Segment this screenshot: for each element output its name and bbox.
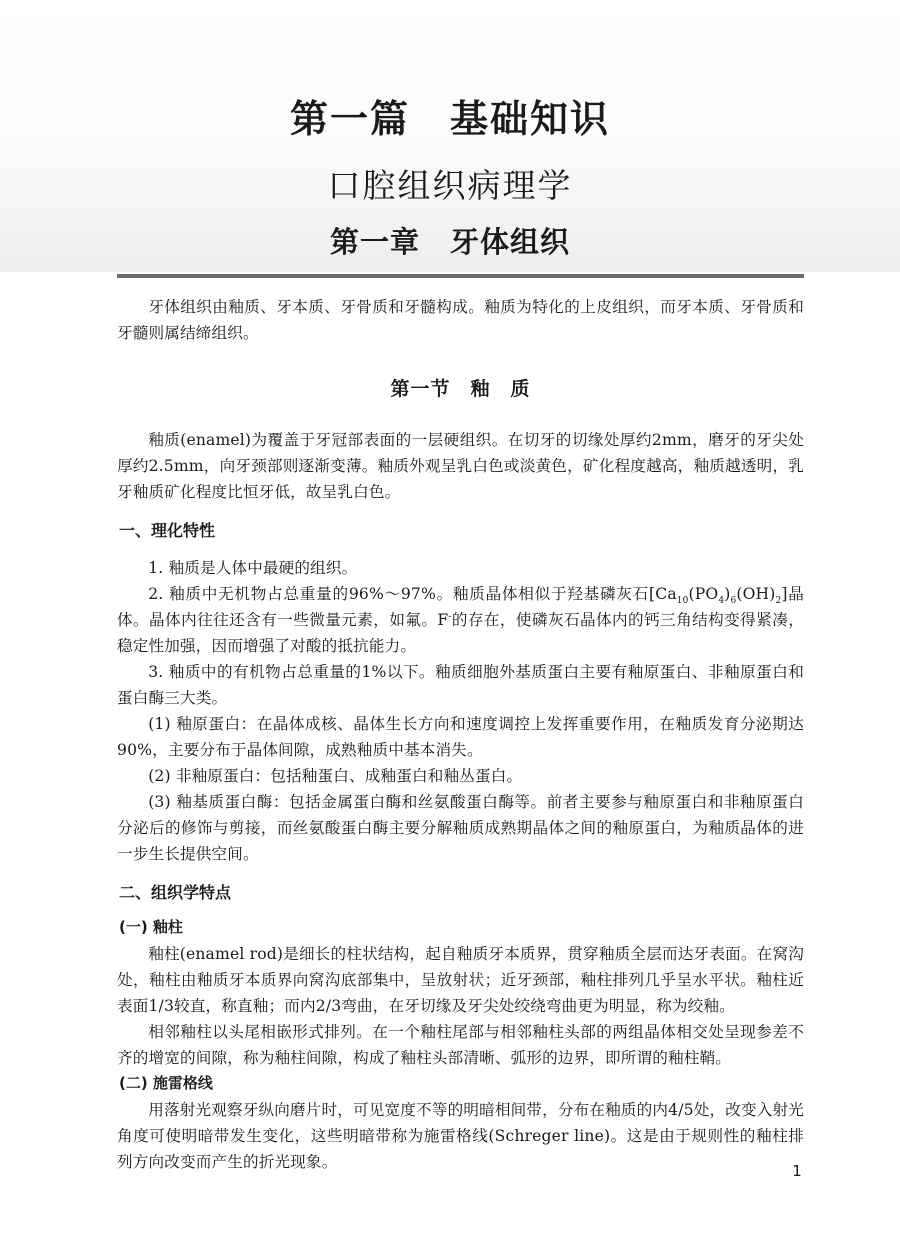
text-run: (OH) xyxy=(736,585,776,603)
paragraph-item-1: 1. 釉质是人体中最硬的组织。 xyxy=(148,559,358,577)
paragraph-item-3-3: (3) 釉基质蛋白酶：包括金属蛋白酶和丝氨酸蛋白酶等。前者主要参与釉原蛋白和非釉原蛋白分泌后的修饰与剪接，而丝氨酸蛋白酶主要分解釉质成熟期晶体之间的釉原蛋白，为釉质晶体的进一步生长提供空间。 xyxy=(117,793,804,863)
enamel-intro-paragraph: 釉质(enamel)为覆盖于牙冠部表面的一层硬组织。在切牙的切缘处厚约2mm，磨牙的牙尖处厚约2.5mm，向牙颈部则逐渐变薄。釉质外观呈乳白色或淡黄色，矿化程度越高，釉质越透明，乳牙釉质矿化程度比恒牙低，故呈乳白色。 xyxy=(117,431,804,501)
superscript: - xyxy=(448,611,452,622)
text-run: (PO xyxy=(688,585,719,603)
text-run: ) xyxy=(724,585,731,603)
header-divider xyxy=(117,274,804,278)
text-run: ]晶体。晶体内往往还含有一些微量元素，如氟。F xyxy=(117,585,804,629)
paragraph-item-3: 3. 釉质中的有机物占总重量的1%以下。釉质细胞外基质蛋白主要有釉原蛋白、非釉原蛋白和蛋白酶三大类。 xyxy=(117,663,804,707)
chapter-title: 第一章 牙体组织 xyxy=(329,225,570,259)
book-title: 口腔组织病理学 xyxy=(327,166,573,205)
page-number: 1 xyxy=(792,1162,802,1180)
intro-paragraph: 牙体组织由釉质、牙本质、牙骨质和牙髓构成。釉质为特化的上皮组织，而牙本质、牙骨质和牙髓则属结缔组织。 xyxy=(117,298,804,342)
heading-physicochemical: 一、理化特性 xyxy=(119,521,216,540)
subscript: 2 xyxy=(775,596,782,607)
part-title: 第一篇 基础知识 xyxy=(289,97,610,141)
enamel-rod-paragraph-1: 釉柱(enamel rod)是细长的柱状结构，起自釉质牙本质界，贯穿釉质全层而达牙表面。在窝沟处，釉柱由釉质牙本质界向窝沟底部集中，呈放射状；近牙颈部，釉柱排列几乎呈水平状。釉柱近表面1/3较直，称直釉；而内2/3弯曲，在牙切缘及牙尖处绞绕弯曲更为明显，称为绞釉。 xyxy=(117,945,804,1015)
subscript: 4 xyxy=(718,596,725,607)
subscript: 10 xyxy=(676,596,689,607)
heading-histology: 二、组织学特点 xyxy=(119,883,232,902)
page-content xyxy=(117,294,804,1175)
subscript: 6 xyxy=(730,596,737,607)
heading-schreger-line: (二) 施雷格线 xyxy=(119,1074,213,1092)
text-run: 2. 釉质中无机物占总重量的96%～97%。釉质晶体相似于羟基磷灰石[Ca xyxy=(148,585,677,603)
paragraph-item-3-1: (1) 釉原蛋白：在晶体成核、晶体生长方向和速度调控上发挥重要作用，在釉质发育分泌期达90%，主要分布于晶体间隙，成熟釉质中基本消失。 xyxy=(117,715,804,759)
heading-enamel-rod: (一) 釉柱 xyxy=(119,918,183,936)
paragraph-item-3-2: (2) 非釉原蛋白：包括釉蛋白、成釉蛋白和釉丛蛋白。 xyxy=(148,767,523,785)
section-title: 第一节 釉 质 xyxy=(390,378,531,400)
enamel-rod-paragraph-2: 相邻釉柱以头尾相嵌形式排列。在一个釉柱尾部与相邻釉柱头部的两组晶体相交处呈现参差不齐的增宽的间隙，称为釉柱间隙，构成了釉柱头部清晰、弧形的边界，即所谓的釉柱鞘。 xyxy=(117,1023,804,1067)
paragraph-item-2 xyxy=(117,581,804,659)
schreger-paragraph: 用落射光观察牙纵向磨片时，可见宽度不等的明暗相间带，分布在釉质的内4/5处，改变入射光角度可使明暗带发生变化，这些明暗带称为施雷格线(Schreger line)。这是由于规则性的釉柱排列方向改变而产生的折光现象。 xyxy=(117,1101,804,1171)
text-run: 的存在，使磷灰石晶体内的钙三角结构变得紧凑，稳定性加强，因而增强了对酸的抵抗能力。 xyxy=(117,611,804,655)
